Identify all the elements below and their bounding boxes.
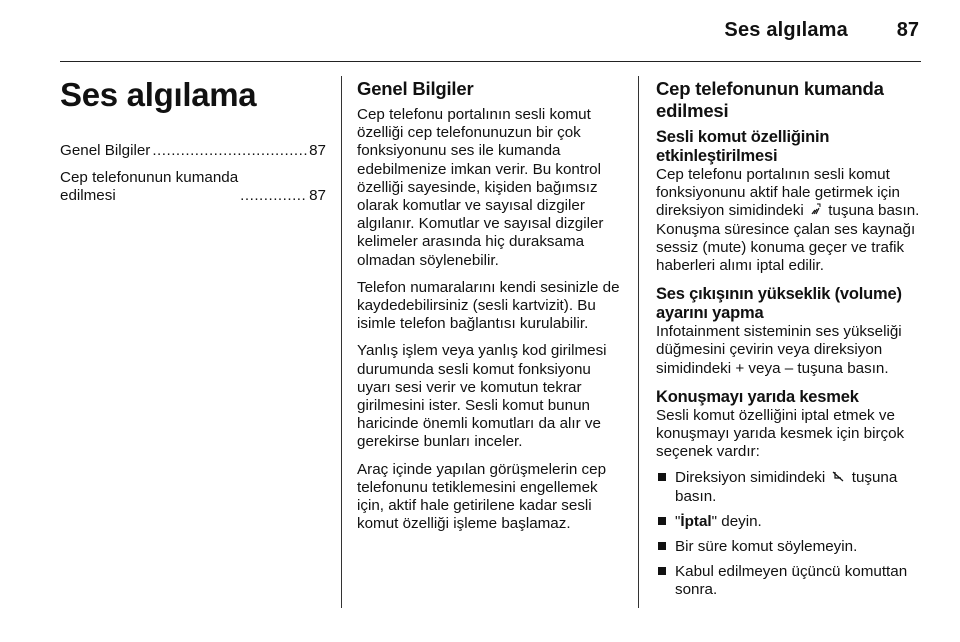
section-heading-phone-control: Cep telefonunun kumanda edilmesi: [656, 78, 884, 121]
bullet-square: [658, 473, 666, 481]
list-item: [656, 513, 922, 531]
toc-entry-page: 87: [309, 142, 326, 159]
option-list: [656, 469, 922, 599]
phone-control-column: [656, 78, 922, 610]
toc-entry-genel-bilgiler[interactable]: [60, 142, 326, 160]
paragraph: Yanlış işlem veya yanlış kod girilmesi durumunda sesli komut fonksiyonu uyarı sesi verir ve komutun tekrar girilmesini ister. Sesli komut bunun haricinde önemli komutları da alır ve gerekirse bunları inceler.: [357, 342, 607, 451]
toc-column: [60, 76, 326, 215]
general-info-column: [357, 78, 623, 542]
text-fragment: tuşuna basın.: [675, 469, 898, 505]
text-fragment: " deyin.: [711, 512, 762, 530]
section-volume: [656, 285, 922, 378]
list-item: [656, 563, 922, 599]
text-fragment: Cep telefonu portalının sesli komut fonksiyonunu aktif hale getirmek için direksiyon simidindeki: [656, 166, 900, 220]
subheading-volume: Ses çıkışının yükseklik (volume) ayarını yapma: [656, 285, 902, 323]
paragraph: Telefon numaralarını kendi sesinizle de kaydedebilirsiniz (sesli kartvizit). Bu isimle telefon bağlantısı kurulabilir.: [357, 278, 620, 333]
voice-command-icon: [808, 202, 824, 220]
list-item: [656, 469, 922, 505]
page-number: 87: [896, 19, 919, 41]
paragraph: Cep telefonu portalının sesli komut özelliği cep telefonunuzun bir çok fonksiyonunu ses ile kumanda edebilmenize imkan verir. Bu kontrol özelliği sayesinde, kişiden bağımsız olarak komutlar ve sayısal dizgiler algılanır. Komutlar ve sayısal dizgiler kelimeler arasında hiç duraksama olmadan söylenebilir.: [357, 106, 604, 269]
text-fragment: ": [675, 512, 681, 530]
text-fragment: Direksiyon simidindeki: [675, 469, 826, 487]
toc-entry-page: 87: [309, 187, 326, 205]
column-divider-2: [638, 76, 639, 608]
paragraph: [656, 166, 922, 275]
subheading-activate: Sesli komut özelliğinin etkinleştirilmesi: [656, 128, 830, 165]
mute-end-icon: [829, 469, 847, 487]
toc-entry-text: Genel Bilgiler: [60, 142, 151, 159]
bullet-square: [658, 517, 666, 525]
text-fragment: tuşuna basın. Konuşma süresince çalan ses kaynağı sessiz (mute) konuma geçer ve trafik haberleri alımı iptal edilir.: [656, 202, 920, 275]
section-interrupt: [656, 388, 922, 600]
column-divider-1: [341, 76, 342, 608]
toc-leader: [152, 142, 307, 160]
section-heading-general-info: Genel Bilgiler: [357, 78, 474, 99]
paragraph: Infotainment sisteminin ses yükseliği düğmesini çevirin veya direksiyon simidindeki + veya – tuşuna basın.: [656, 323, 902, 377]
list-item: [656, 538, 922, 556]
toc-leader: [240, 187, 307, 205]
chapter-title: Ses algılama: [60, 76, 257, 113]
toc-entry-cep-telefonu[interactable]: [60, 169, 326, 205]
bullet-square: [658, 567, 666, 575]
header-title: Ses algılama: [724, 19, 848, 41]
command-word: İptal: [680, 512, 712, 530]
toc-entry-text: Cep telefonunun kumanda edilmesi: [60, 169, 239, 205]
text-fragment: Kabul edilmeyen üçüncü komuttan sonra.: [675, 563, 908, 599]
paragraph: Sesli komut özelliğini iptal etmek ve konuşmayı yarıda kesmek için birçok seçenek vardır:: [656, 406, 905, 461]
paragraph: Araç içinde yapılan görüşmelerin cep telefonunu tetiklemesini engellemek için, aktif hale getirilene kadar sesli komut özelliği işleme başlamaz.: [357, 460, 607, 533]
page-header: [60, 0, 921, 62]
subheading-interrupt: Konuşmayı yarıda kesmek: [656, 387, 859, 406]
bullet-square: [658, 542, 666, 550]
section-activate-voice: [656, 128, 922, 275]
text-fragment: Bir süre komut söylemeyin.: [675, 538, 858, 556]
